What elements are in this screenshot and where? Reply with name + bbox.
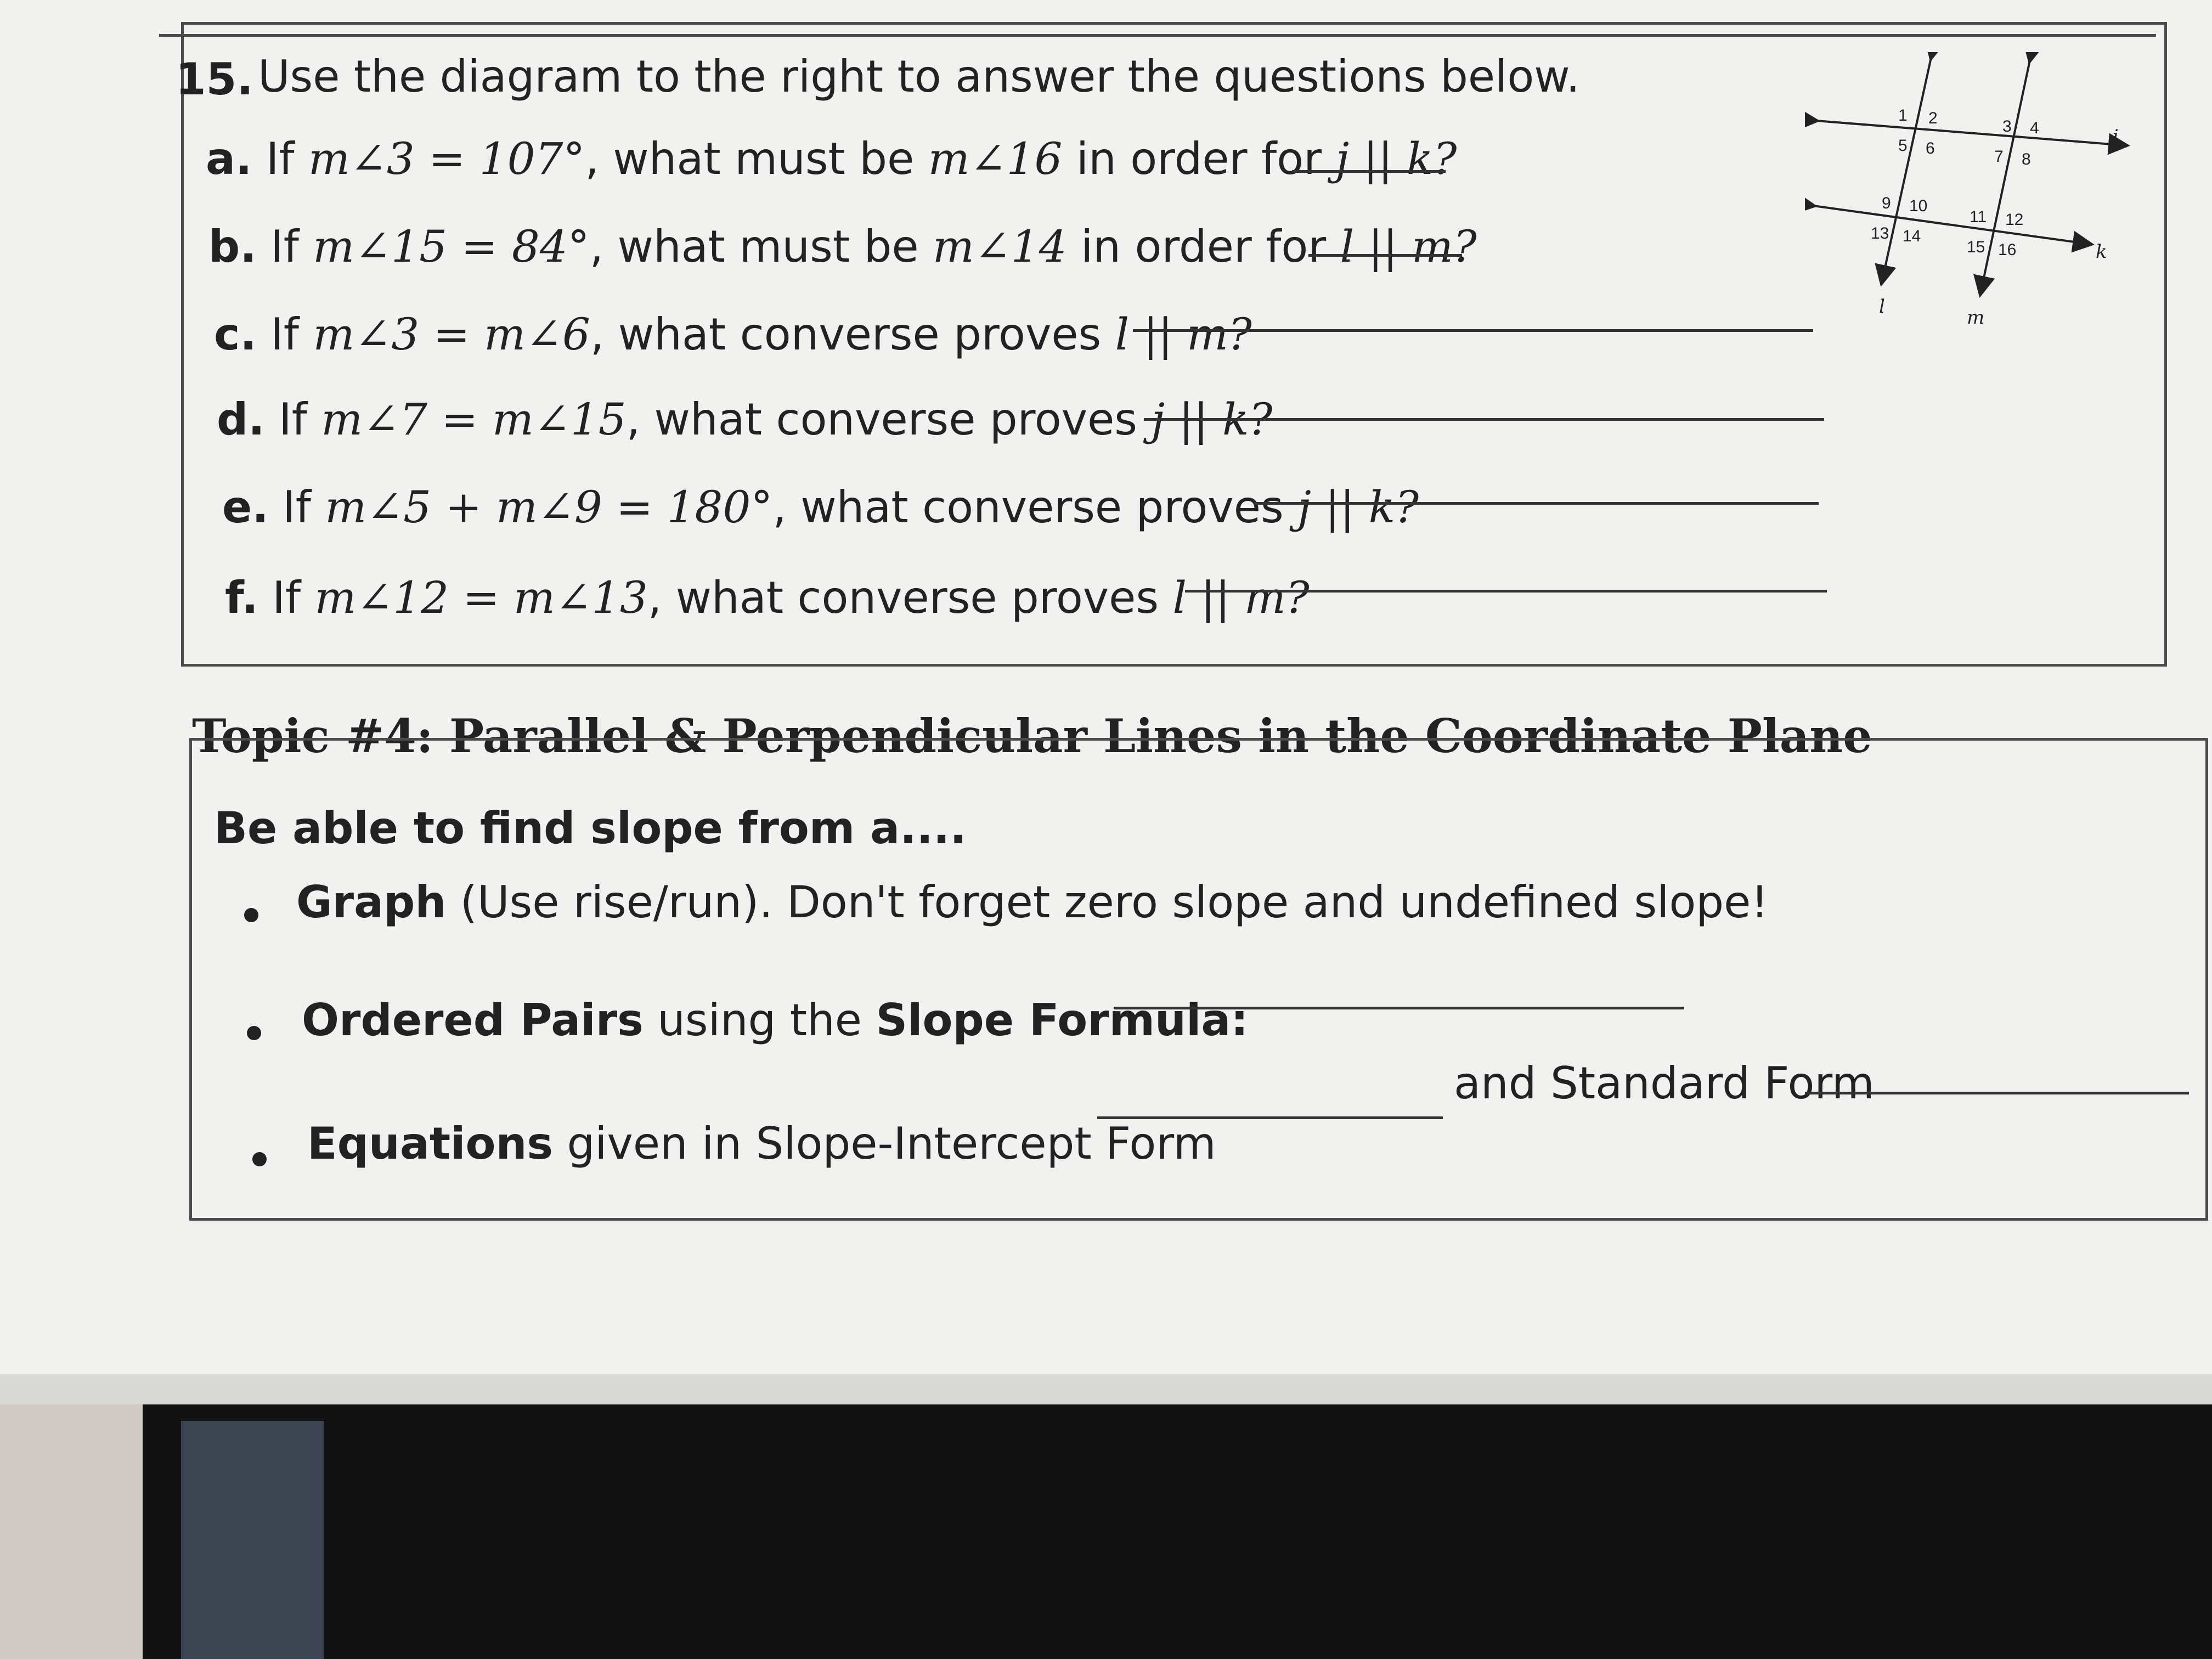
part-e xyxy=(222,482,1419,533)
graph-text: (Use rise/run). Don't forget zero slope and undefined slope! xyxy=(446,877,1769,928)
bullet-ordered-pairs xyxy=(302,995,1249,1046)
label-k: k xyxy=(2096,241,2107,263)
label-j: j xyxy=(2112,126,2118,148)
part-a-expr: m∠3 = 107° xyxy=(308,133,585,184)
part-d xyxy=(217,394,1273,445)
bullet-dot xyxy=(244,908,258,922)
part-d-expr: m∠7 = m∠15 xyxy=(321,394,627,445)
answer-blank-e[interactable] xyxy=(1254,502,1819,505)
angle-1: 1 xyxy=(1898,106,1908,125)
part-f-lines: l || m? xyxy=(1172,572,1310,623)
part-a-expr2: m∠16 xyxy=(928,133,1063,184)
answer-blank-d[interactable] xyxy=(1144,418,1824,421)
angle-4: 4 xyxy=(2030,119,2039,137)
equations-label: Equations xyxy=(307,1118,554,1169)
bullet-equations xyxy=(307,1118,1216,1169)
part-e-post: , what converse proves xyxy=(772,482,1298,533)
part-b-mid: , what must be xyxy=(589,221,933,272)
answer-blank-a[interactable] xyxy=(1292,170,1446,173)
part-a-if: If xyxy=(266,133,308,184)
part-e-lines: j || k? xyxy=(1297,482,1419,533)
parallel-lines-diagram xyxy=(1805,52,2134,337)
answer-blank-c[interactable] xyxy=(1133,329,1813,332)
part-a-mid: , what must be xyxy=(585,133,928,184)
question-number: 15. xyxy=(176,54,253,105)
part-a-lines: j || k? xyxy=(1335,133,1457,184)
part-e-letter: e. xyxy=(222,482,269,533)
answer-blank-standard-form[interactable] xyxy=(1805,1092,2189,1094)
part-d-if: If xyxy=(279,394,321,445)
dark-cloth-background xyxy=(143,1383,2212,1659)
line-j xyxy=(1816,121,2126,145)
pairs-label: Ordered Pairs xyxy=(302,995,644,1046)
line-l xyxy=(1882,58,1931,283)
part-b xyxy=(208,221,1477,272)
label-m: m xyxy=(1967,307,1985,329)
angle-9: 9 xyxy=(1882,194,1891,212)
part-a-post: in order for xyxy=(1062,133,1336,184)
part-b-expr: m∠15 = 84° xyxy=(313,221,590,272)
angle-6: 6 xyxy=(1926,139,1935,157)
bullet-dot xyxy=(247,1026,261,1040)
part-c-expr: m∠3 = m∠6 xyxy=(313,309,590,360)
part-c-letter: c. xyxy=(214,309,257,360)
part-b-post: in order for xyxy=(1066,221,1340,272)
graph-label: Graph xyxy=(296,877,447,928)
angle-3: 3 xyxy=(2002,117,2012,136)
angle-8: 8 xyxy=(2022,150,2031,168)
angle-16: 16 xyxy=(1998,241,2017,259)
label-l: l xyxy=(1879,296,1885,318)
part-c-if: If xyxy=(270,309,313,360)
topic-4-title: Topic #4: Parallel & Perpendicular Lines in the Coordinate Plane xyxy=(192,709,1872,763)
part-c-lines: l || m? xyxy=(1115,309,1252,360)
part-c xyxy=(214,309,1252,360)
angle-12: 12 xyxy=(2005,211,2024,229)
part-c-post: , what converse proves xyxy=(590,309,1115,360)
standard-form-label: and Standard Form xyxy=(1454,1058,1875,1109)
slope-formula-label: Slope Formula: xyxy=(876,995,1249,1046)
part-f-if: If xyxy=(272,572,315,623)
part-f-expr: m∠12 = m∠13 xyxy=(314,572,648,623)
angle-14: 14 xyxy=(1903,227,1921,245)
bullet-dot xyxy=(252,1152,267,1166)
part-d-letter: d. xyxy=(217,394,265,445)
answer-blank-b[interactable] xyxy=(1308,254,1462,257)
line-k xyxy=(1813,206,2090,244)
part-b-if: If xyxy=(270,221,313,272)
paper-edge xyxy=(0,1374,2212,1404)
part-d-post: , what converse proves xyxy=(626,394,1152,445)
answer-blank-slope-formula[interactable] xyxy=(1114,1007,1684,1009)
part-b-expr2: m∠14 xyxy=(933,221,1067,272)
angle-15: 15 xyxy=(1967,238,1985,256)
part-e-expr: m∠5 + m∠9 = 180° xyxy=(325,482,773,533)
angle-11: 11 xyxy=(1970,208,1987,226)
angle-13: 13 xyxy=(1871,224,1889,242)
question-instruction: Use the diagram to the right to answer the questions below. xyxy=(258,51,1580,102)
answer-blank-slope-intercept[interactable] xyxy=(1097,1116,1443,1119)
blue-fabric-background xyxy=(181,1421,324,1659)
angle-10: 10 xyxy=(1909,197,1928,215)
angle-2: 2 xyxy=(1928,109,1938,127)
part-f-letter: f. xyxy=(225,572,258,623)
part-a-letter: a. xyxy=(206,133,252,184)
part-d-lines: j || k? xyxy=(1151,394,1273,445)
angle-5: 5 xyxy=(1898,137,1908,155)
pairs-mid: using the xyxy=(643,995,876,1046)
equations-text: given in Slope-Intercept Form xyxy=(553,1118,1216,1169)
topic-4-subtitle: Be able to find slope from a.... xyxy=(214,803,967,854)
angle-7: 7 xyxy=(1994,148,2004,166)
part-b-lines: l || m? xyxy=(1340,221,1477,272)
part-a xyxy=(206,133,1457,184)
bullet-graph xyxy=(296,877,1769,928)
part-f-post: , what converse proves xyxy=(647,572,1173,623)
answer-blank-f[interactable] xyxy=(1185,590,1827,592)
part-e-if: If xyxy=(283,482,325,533)
part-b-letter: b. xyxy=(208,221,257,272)
part-f xyxy=(225,572,1310,623)
